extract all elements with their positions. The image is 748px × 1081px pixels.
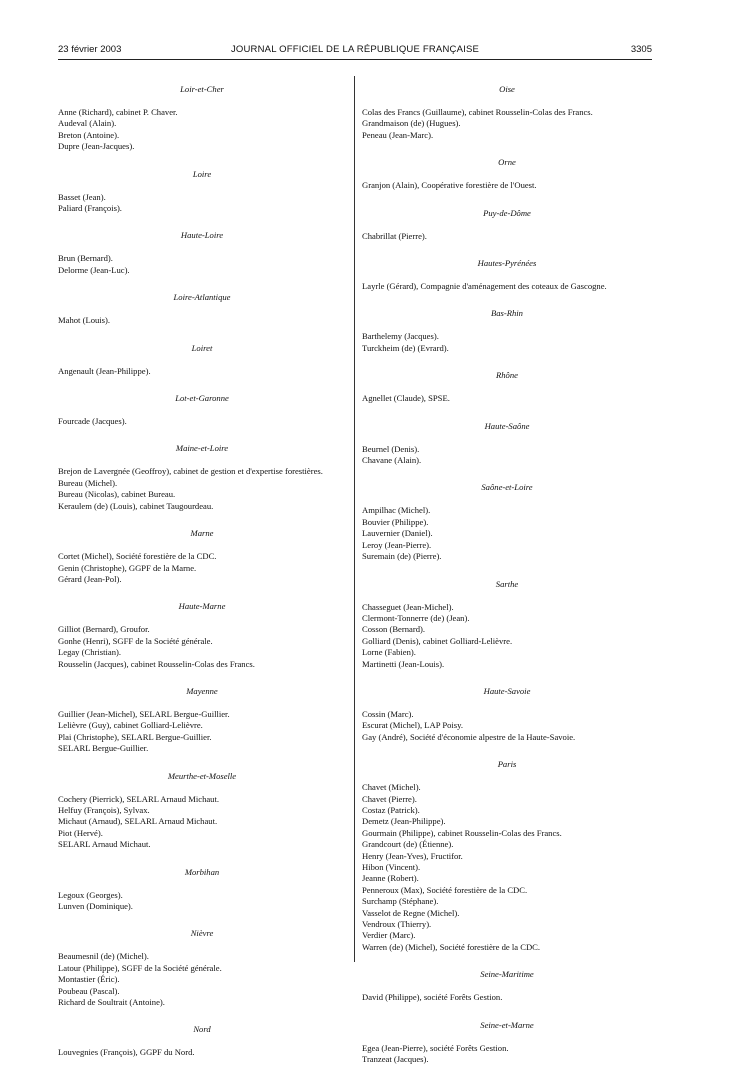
- list-item: Chabrillat (Pierre).: [362, 230, 427, 241]
- department-section-mayenne: [58, 686, 346, 755]
- list-item: Surchamp (Stéphane).: [362, 896, 439, 907]
- department-section-saone-et-loire: [362, 482, 652, 562]
- list-item: Helfuy (François), Sylvax.: [58, 804, 150, 815]
- list-item: Agnellet (Claude), SPSE.: [362, 393, 450, 404]
- list-item: Chavet (Michel).: [362, 782, 421, 793]
- list-item: SELARL Bergue-Guillier.: [58, 743, 149, 754]
- department-title: Puy-de-Dôme: [483, 207, 531, 218]
- list-item: Brejon de Lavergnée (Geoffroy), cabinet de gestion et d'expertise forestières.: [58, 466, 323, 477]
- department-section-seine-maritime: [362, 969, 652, 1003]
- list-item: Grandmaison (de) (Hugues).: [362, 118, 461, 129]
- header-page-number: 3305: [630, 44, 652, 55]
- department-title: Marne: [190, 528, 214, 539]
- entry-list: [362, 231, 652, 242]
- list-item: Fourcade (Jacques).: [58, 416, 127, 427]
- list-item: Michaut (Arnaud), SELARL Arnaud Michaut.: [58, 816, 218, 827]
- department-title: Sarthe: [495, 578, 519, 589]
- list-item: Colas des Francs (Guillaume), cabinet Rousselin-Colas des Francs.: [362, 107, 593, 117]
- department-section-haute-loire: [58, 230, 346, 276]
- department-section-sarthe: [362, 579, 652, 670]
- department-title: Loire: [192, 168, 212, 179]
- department-title: Oise: [499, 84, 515, 94]
- entry-list: [58, 1047, 346, 1058]
- department-title: Haute-Savoie: [483, 685, 531, 696]
- department-section-lot-et-garonne: [58, 393, 346, 427]
- list-item: Demetz (Jean-Philippe).: [362, 816, 446, 827]
- list-item: Breton (Antoine).: [58, 129, 120, 140]
- list-item: Vasselot de Regne (Michel).: [362, 907, 460, 918]
- list-item: Gérard (Jean-Pol).: [58, 573, 122, 584]
- department-section-orne: [362, 157, 652, 191]
- department-title: Meurthe-et-Moselle: [167, 770, 237, 781]
- list-item: Anne (Richard), cabinet P. Chaver.: [58, 107, 178, 117]
- list-item: Piot (Hervé).: [58, 827, 103, 838]
- department-title: Loir-et-Cher: [180, 84, 224, 94]
- list-item: SELARL Arnaud Michaut.: [58, 839, 151, 850]
- column-divider: [354, 76, 355, 962]
- entry-list: [362, 602, 652, 670]
- list-item: Mahot (Louis).: [58, 315, 111, 326]
- list-item: Martinetti (Jean-Louis).: [362, 658, 445, 669]
- list-item: Ampilhac (Michel).: [362, 505, 431, 516]
- entry-list: [362, 331, 652, 354]
- department-title: Orne: [498, 157, 516, 168]
- entry-list: [58, 416, 346, 427]
- list-item: Granjon (Alain), Coopérative forestière de l'Ouest.: [362, 180, 537, 191]
- department-section-rhone: [362, 370, 652, 404]
- entry-list: [362, 709, 652, 743]
- list-item: Delorme (Jean-Luc).: [58, 264, 130, 275]
- list-item: Henry (Jean-Yves), Fructifor.: [362, 850, 463, 861]
- department-section-loire: [58, 169, 346, 215]
- department-section-haute-savoie: [362, 686, 652, 743]
- list-item: Vendroux (Thierry).: [362, 919, 432, 930]
- list-item: Costaz (Patrick).: [362, 804, 420, 815]
- department-title: Bas-Rhin: [491, 308, 523, 319]
- list-item: Audeval (Alain).: [58, 118, 117, 129]
- department-title: Nièvre: [190, 928, 214, 939]
- list-item: Brun (Bernard).: [58, 253, 113, 264]
- list-item: Egea (Jean-Pierre), société Forêts Gestion.: [362, 1042, 509, 1053]
- list-item: David (Philippe), société Forêts Gestion.: [362, 992, 503, 1003]
- entry-list: [362, 505, 652, 562]
- list-item: Layrle (Gérard), Compagnie d'aménagement des coteaux de Gascogne.: [362, 281, 607, 292]
- entry-list: [58, 551, 346, 585]
- page-header: [58, 44, 652, 58]
- department-section-maine-et-loire: [58, 443, 346, 512]
- list-item: Cossin (Marc).: [362, 708, 414, 719]
- list-item: Rousselin (Jacques), cabinet Rousselin-Colas des Francs.: [58, 658, 255, 669]
- list-item: Gonhe (Henri), SGFF de la Société générale.: [58, 635, 213, 646]
- entry-list: [58, 794, 346, 851]
- list-item: Guillier (Jean-Michel), SELARL Bergue-Guillier.: [58, 708, 230, 719]
- left-column: [58, 84, 346, 1075]
- list-item: Clermont-Tonnerre (de) (Jean).: [362, 612, 470, 623]
- department-section-loire-atlantique: [58, 292, 346, 326]
- list-item: Bouvier (Philippe).: [362, 516, 429, 527]
- list-item: Legoux (Georges).: [58, 889, 123, 900]
- list-item: Cochery (Pierrick), SELARL Arnaud Michaut.: [58, 793, 220, 804]
- entry-list: [362, 782, 652, 953]
- list-item: Gourmain (Philippe), cabinet Rousselin-Colas des Francs.: [362, 827, 562, 838]
- list-item: Warren (de) (Michel), Société forestière de la CDC.: [362, 941, 541, 952]
- department-section-loir-et-cher: [58, 84, 346, 153]
- entry-list: [58, 366, 346, 377]
- department-title: Saône-et-Loire: [481, 482, 533, 493]
- department-section-loiret: [58, 343, 346, 377]
- list-item: Paliard (François).: [58, 203, 122, 214]
- list-item: Chavane (Alain).: [362, 455, 422, 466]
- list-item: Keraulem (de) (Louis), cabinet Taugourdeau.: [58, 500, 214, 511]
- header-date: 23 février 2003: [58, 44, 122, 55]
- list-item: Escurat (Michel), LAP Poisy.: [362, 720, 464, 731]
- list-item: Cosson (Bernard).: [362, 624, 426, 635]
- right-column: [362, 84, 652, 1081]
- department-title: Loire-Atlantique: [173, 292, 231, 303]
- entry-list: [58, 890, 346, 913]
- list-item: Turckheim (de) (Evrard).: [362, 342, 449, 353]
- department-title: Hautes-Pyrénées: [477, 258, 537, 269]
- department-title: Mayenne: [186, 685, 218, 696]
- list-item: Suremain (de) (Pierre).: [362, 551, 442, 562]
- entry-list: [58, 315, 346, 326]
- department-section-haute-saone: [362, 421, 652, 467]
- department-title: Haute-Marne: [178, 601, 226, 612]
- list-item: Latour (Philippe), SGFF de la Société générale.: [58, 962, 222, 973]
- list-item: Plai (Christophe), SELARL Bergue-Guillier.: [58, 731, 212, 742]
- entry-list: [362, 107, 652, 141]
- list-item: Montastier (Éric).: [58, 974, 120, 985]
- list-item: Poubeau (Pascal).: [58, 985, 120, 996]
- list-item: Bureau (Nicolas), cabinet Bureau.: [58, 489, 176, 500]
- list-item: Lunven (Dominique).: [58, 901, 133, 911]
- department-title: Nord: [193, 1024, 211, 1035]
- department-section-bas-rhin: [362, 308, 652, 354]
- list-item: Jeanne (Robert).: [362, 873, 419, 884]
- department-title: Maine-et-Loire: [175, 443, 229, 454]
- header-rule: [58, 59, 652, 60]
- list-item: Beaumesnil (de) (Michel).: [58, 951, 149, 962]
- entry-list: [58, 624, 346, 670]
- list-item: Grandcourt (de) (Étienne).: [362, 839, 454, 850]
- list-item: Gilliot (Bernard), Groufor.: [58, 624, 150, 635]
- list-item: Lelièvre (Guy), cabinet Golliard-Lelièvre.: [58, 720, 203, 731]
- list-item: Cortet (Michel), Société forestière de la CDC.: [58, 551, 217, 562]
- entry-list: [362, 1043, 652, 1066]
- department-section-paris: [362, 759, 652, 953]
- department-title: Seine-Maritime: [480, 969, 534, 980]
- entry-list: [362, 393, 652, 404]
- list-item: Beurnel (Denis).: [362, 443, 420, 454]
- department-section-haute-marne: [58, 601, 346, 670]
- list-item: Penneroux (Max), Société forestière de la CDC.: [362, 884, 528, 895]
- list-item: Genin (Christophe), GGPF de la Marne.: [58, 562, 197, 573]
- entry-list: [362, 444, 652, 467]
- list-item: Gay (André), Société d'économie alpestre de la Haute-Savoie.: [362, 731, 576, 742]
- department-section-seine-et-marne: [362, 1020, 652, 1066]
- list-item: Dupre (Jean-Jacques).: [58, 141, 135, 152]
- department-title: Haute-Saône: [484, 420, 530, 431]
- entry-list: [58, 951, 346, 1008]
- list-item: Louvegnies (François), GGPF du Nord.: [58, 1047, 195, 1058]
- list-item: Chavet (Pierre).: [362, 793, 417, 804]
- list-item: Bureau (Michel).: [58, 477, 118, 488]
- entry-list: [362, 180, 652, 191]
- department-section-puy-de-dome: [362, 208, 652, 242]
- department-section-hautes-pyrenees: [362, 258, 652, 292]
- entry-list: [58, 107, 346, 153]
- department-section-meurthe-et-moselle: [58, 771, 346, 851]
- department-section-nievre: [58, 928, 346, 1008]
- department-title: Haute-Loire: [180, 230, 224, 241]
- list-item: Richard de Soultrait (Antoine).: [58, 997, 165, 1008]
- entry-list: [362, 992, 652, 1003]
- header-title: JOURNAL OFFICIEL DE LA RÉPUBLIQUE FRANÇAISE: [230, 44, 480, 55]
- entry-list: [58, 709, 346, 755]
- list-item: Barthelemy (Jacques).: [362, 331, 439, 342]
- entry-list: [362, 281, 652, 292]
- entry-list: [58, 466, 346, 512]
- entry-list: [58, 192, 346, 215]
- department-section-marne: [58, 528, 346, 585]
- department-title: Paris: [497, 759, 517, 770]
- department-title: Loiret: [191, 342, 213, 353]
- list-item: Peneau (Jean-Marc).: [362, 129, 434, 140]
- department-title: Rhône: [496, 370, 518, 381]
- list-item: Tranzeat (Jacques).: [362, 1054, 429, 1065]
- department-title: Morbihan: [184, 866, 220, 877]
- department-section-oise: [362, 84, 652, 141]
- list-item: Verdier (Marc).: [362, 930, 416, 941]
- department-section-morbihan: [58, 867, 346, 913]
- list-item: Golliard (Denis), cabinet Golliard-Lelièvre.: [362, 635, 513, 646]
- list-item: Basset (Jean).: [58, 191, 106, 202]
- department-title: Lot-et-Garonne: [175, 393, 229, 404]
- list-item: Chasseguet (Jean-Michel).: [362, 601, 454, 612]
- list-item: Lauvernier (Daniel).: [362, 528, 433, 539]
- list-item: Lorne (Fabien).: [362, 647, 416, 658]
- list-item: Angenault (Jean-Philippe).: [58, 365, 151, 376]
- list-item: Hibon (Vincent).: [362, 862, 421, 872]
- department-section-nord: [58, 1024, 346, 1058]
- list-item: Leroy (Jean-Pierre).: [362, 539, 432, 550]
- department-title: Seine-et-Marne: [480, 1019, 534, 1030]
- entry-list: [58, 253, 346, 276]
- list-item: Legay (Christian).: [58, 647, 122, 658]
